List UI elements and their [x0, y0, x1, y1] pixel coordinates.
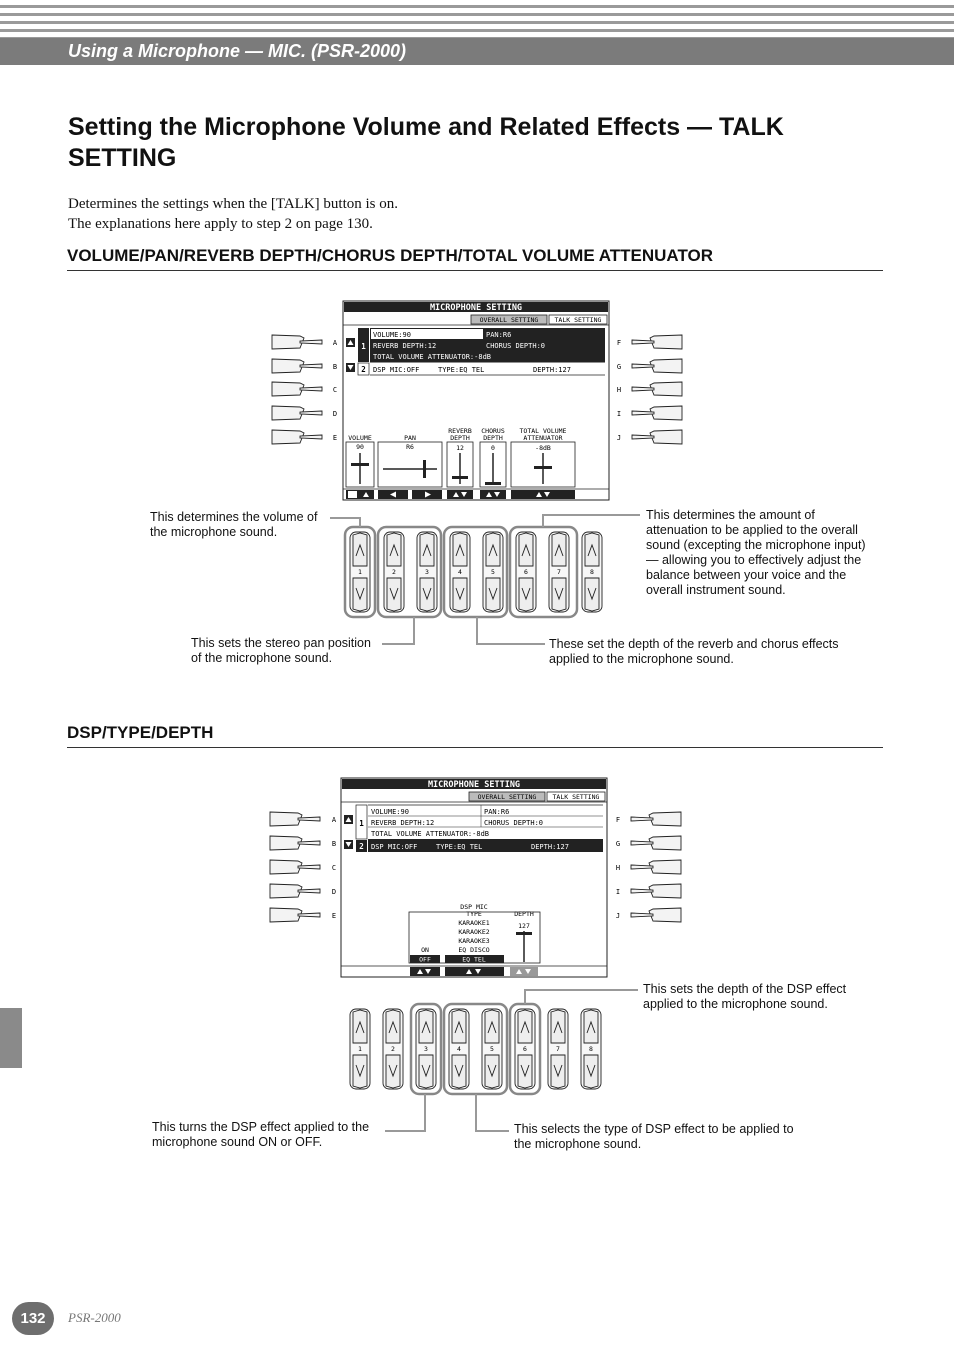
button-j-1[interactable] — [650, 430, 682, 444]
callout-dsp-type: This selects the type of DSP effect to be applied to the microphone sound. — [514, 1122, 794, 1151]
button-c-1[interactable] — [272, 382, 304, 396]
lcd1-page-1[interactable]: 1 — [361, 342, 366, 351]
slider-num-4-b: 4 — [457, 1045, 461, 1053]
chapter-side-tab — [0, 1008, 22, 1068]
lcd1-chorus-value: 0 — [491, 444, 495, 452]
slider-num-7-a: 7 — [557, 568, 561, 576]
callout-depth: These set the depth of the reverb and chorus effects applied to the microphone sound. — [549, 637, 839, 666]
letter-d-1: D — [332, 410, 338, 418]
button-b-1[interactable] — [272, 359, 304, 373]
letter-c-2: C — [331, 864, 337, 872]
lcd2-dsp-selected[interactable]: EQ TEL — [462, 955, 486, 964]
slider-num-2-b: 2 — [391, 1045, 395, 1053]
button-i-1[interactable] — [650, 406, 682, 420]
letter-g-2: G — [615, 840, 621, 848]
lcd2-tab-talk[interactable]: TALK SETTING — [552, 793, 600, 801]
intro-line-2: The explanations here apply to step 2 on page 130. — [68, 216, 373, 232]
lcd1-type[interactable]: TYPE:EQ TEL — [438, 366, 485, 374]
header-title: Using a Microphone — MIC. (PSR-2000) — [68, 41, 407, 61]
callout-volume: This determines the volume of the microphone sound. — [150, 510, 318, 539]
slider-num-1-a: 1 — [358, 568, 362, 576]
button-e-1[interactable] — [272, 430, 304, 444]
slider-num-6-b: 6 — [523, 1045, 527, 1053]
lcd-screen-2 — [341, 778, 607, 977]
lcd2-dsp-depth-value: 127 — [518, 922, 530, 930]
lcd1-att-value: -8dB — [535, 444, 551, 452]
letter-j-1: J — [616, 434, 622, 442]
lcd1-reverb[interactable]: REVERB DEPTH:12 — [373, 342, 437, 350]
letter-c-1: C — [332, 386, 338, 394]
letter-b-1: B — [332, 363, 338, 371]
slider-num-6-a: 6 — [524, 568, 528, 576]
letter-i-2: I — [615, 888, 621, 896]
lcd1-pan-label: PAN — [404, 434, 416, 442]
lcd1-chorus-label-1: CHORUS — [481, 427, 505, 435]
lcd1-dsp[interactable]: DSP MIC:OFF — [373, 366, 420, 374]
lcd2-dsp-type-0[interactable]: KARAOKE1 — [458, 919, 490, 927]
lcd2-dsp-group-label: DSP MIC — [460, 903, 488, 911]
lcd2-depth[interactable]: DEPTH:127 — [531, 843, 569, 851]
letter-f-2: F — [615, 816, 621, 824]
letter-d-2: D — [331, 888, 337, 896]
lcd1-reverb-value: 12 — [456, 444, 464, 452]
button-f-2[interactable] — [649, 812, 681, 826]
letter-h-2: H — [615, 864, 621, 872]
callout-attenuator: This determines the amount of attenuation to be applied to the overall sound (excepting the microphone input) — allowing you to effectively adjust the balance between your voice and the overall instrument sound. — [646, 508, 866, 597]
letter-e-1: E — [332, 434, 338, 442]
footer-model: PSR-2000 — [68, 1310, 121, 1325]
lcd1-reverb-label-2: DEPTH — [450, 434, 470, 442]
lcd1-attenuator[interactable]: TOTAL VOLUME ATTENUATOR:-8dB — [373, 353, 492, 361]
letter-b-2: B — [331, 840, 337, 848]
letter-a-2: A — [331, 816, 337, 824]
lcd1-chorus-label-2: DEPTH — [483, 434, 503, 442]
lcd1-volume-label: VOLUME — [348, 434, 372, 442]
lcd1-page-2[interactable]: 2 — [361, 365, 366, 374]
lcd2-type[interactable]: TYPE:EQ TEL — [436, 843, 483, 851]
button-d-1[interactable] — [272, 406, 304, 420]
slider-num-2-a: 2 — [392, 568, 396, 576]
slider-num-7-b: 7 — [556, 1045, 560, 1053]
lcd2-title: MICROPHONE SETTING — [427, 780, 521, 790]
lcd2-dsp-type-label: TYPE — [466, 910, 482, 918]
button-j-2[interactable] — [649, 908, 681, 922]
lcd1-tab-overall[interactable]: OVERALL SETTING — [479, 316, 539, 324]
lcd2-attenuator[interactable]: TOTAL VOLUME ATTENUATOR:-8dB — [371, 830, 490, 838]
button-h-2[interactable] — [649, 860, 681, 874]
slider-num-5-a: 5 — [491, 568, 495, 576]
letter-f-1: F — [616, 339, 622, 347]
button-e-2[interactable] — [270, 908, 302, 922]
lcd1-pan[interactable]: PAN:R6 — [486, 331, 512, 339]
letter-a-1: A — [332, 339, 338, 347]
lcd2-dsp-type-2[interactable]: KARAOKE3 — [458, 937, 490, 945]
lcd2-dsp-type-3[interactable]: EQ DISCO — [458, 946, 490, 954]
letter-g-1: G — [616, 363, 622, 371]
slider-num-3-a: 3 — [425, 568, 429, 576]
lcd2-dsp-off[interactable]: OFF — [419, 955, 431, 964]
lcd1-att-label-2: ATTENUATOR — [523, 434, 563, 442]
slider-num-8-a: 8 — [590, 568, 594, 576]
button-h-1[interactable] — [650, 382, 682, 396]
button-a-1[interactable] — [272, 335, 304, 349]
button-g-1[interactable] — [650, 359, 682, 373]
button-a-2[interactable] — [270, 812, 302, 826]
lcd-screen-1 — [343, 301, 609, 500]
lcd2-volume[interactable]: VOLUME:90 — [371, 808, 409, 816]
callout-pan: This sets the stereo pan position of the microphone sound. — [191, 636, 371, 665]
lcd1-depth[interactable]: DEPTH:127 — [533, 366, 571, 374]
button-c-2[interactable] — [270, 860, 302, 874]
lcd1-title: MICROPHONE SETTING — [429, 303, 523, 313]
lcd1-pan-value: R6 — [406, 443, 414, 451]
slider-num-1-b: 1 — [358, 1045, 362, 1053]
lcd2-dsp-on[interactable]: ON — [421, 946, 429, 954]
lcd2-dsp-type-1[interactable]: KARAOKE2 — [458, 928, 490, 936]
slider-num-4-a: 4 — [458, 568, 462, 576]
lcd1-att-label-1: TOTAL VOLUME — [519, 427, 567, 435]
lcd2-reverb[interactable]: REVERB DEPTH:12 — [371, 819, 435, 827]
lcd2-pan[interactable]: PAN:R6 — [484, 808, 510, 816]
lcd2-dsp[interactable]: DSP MIC:OFF — [371, 843, 418, 851]
slider-buttons-1 — [345, 527, 602, 617]
letter-i-1: I — [616, 410, 622, 418]
lcd1-volume[interactable]: VOLUME:90 — [373, 331, 411, 339]
button-i-2[interactable] — [649, 884, 681, 898]
slider-buttons-2 — [350, 1004, 601, 1094]
slider-num-8-b: 8 — [589, 1045, 593, 1053]
button-d-2[interactable] — [270, 884, 302, 898]
page-number: 132 — [12, 1302, 54, 1335]
letter-e-2: E — [331, 912, 337, 920]
lcd1-volume-value: 90 — [356, 443, 364, 451]
lcd2-chorus[interactable]: CHORUS DEPTH:0 — [484, 819, 544, 827]
intro-line-1: Determines the settings when the [TALK] button is on. — [68, 196, 398, 212]
lcd1-reverb-label-1: REVERB — [448, 427, 472, 435]
section1-heading: VOLUME/PAN/REVERB DEPTH/CHORUS DEPTH/TOTAL VOLUME ATTENUATOR — [67, 246, 883, 271]
lcd1-chorus[interactable]: CHORUS DEPTH:0 — [486, 342, 546, 350]
lcd2-page-1[interactable]: 1 — [359, 819, 364, 828]
lcd2-page-2[interactable]: 2 — [359, 842, 364, 851]
letter-j-2: J — [615, 912, 621, 920]
lcd2-dsp-depth-label: DEPTH — [514, 910, 534, 918]
section2-heading: DSP/TYPE/DEPTH — [67, 723, 883, 748]
callout-dsp-depth: This sets the depth of the DSP effect applied to the microphone sound. — [643, 982, 847, 1011]
button-g-2[interactable] — [649, 836, 681, 850]
button-f-1[interactable] — [650, 335, 682, 349]
letter-h-1: H — [616, 386, 622, 394]
slider-num-3-b: 3 — [424, 1045, 428, 1053]
lcd1-tab-talk[interactable]: TALK SETTING — [554, 316, 602, 324]
callout-dsp-onoff: This turns the DSP effect applied to the microphone sound ON or OFF. — [152, 1120, 370, 1149]
button-b-2[interactable] — [270, 836, 302, 850]
slider-num-5-b: 5 — [490, 1045, 494, 1053]
page-title: Setting the Microphone Volume and Related Effects — TALK SETTING — [68, 113, 784, 172]
lcd2-tab-overall[interactable]: OVERALL SETTING — [477, 793, 537, 801]
